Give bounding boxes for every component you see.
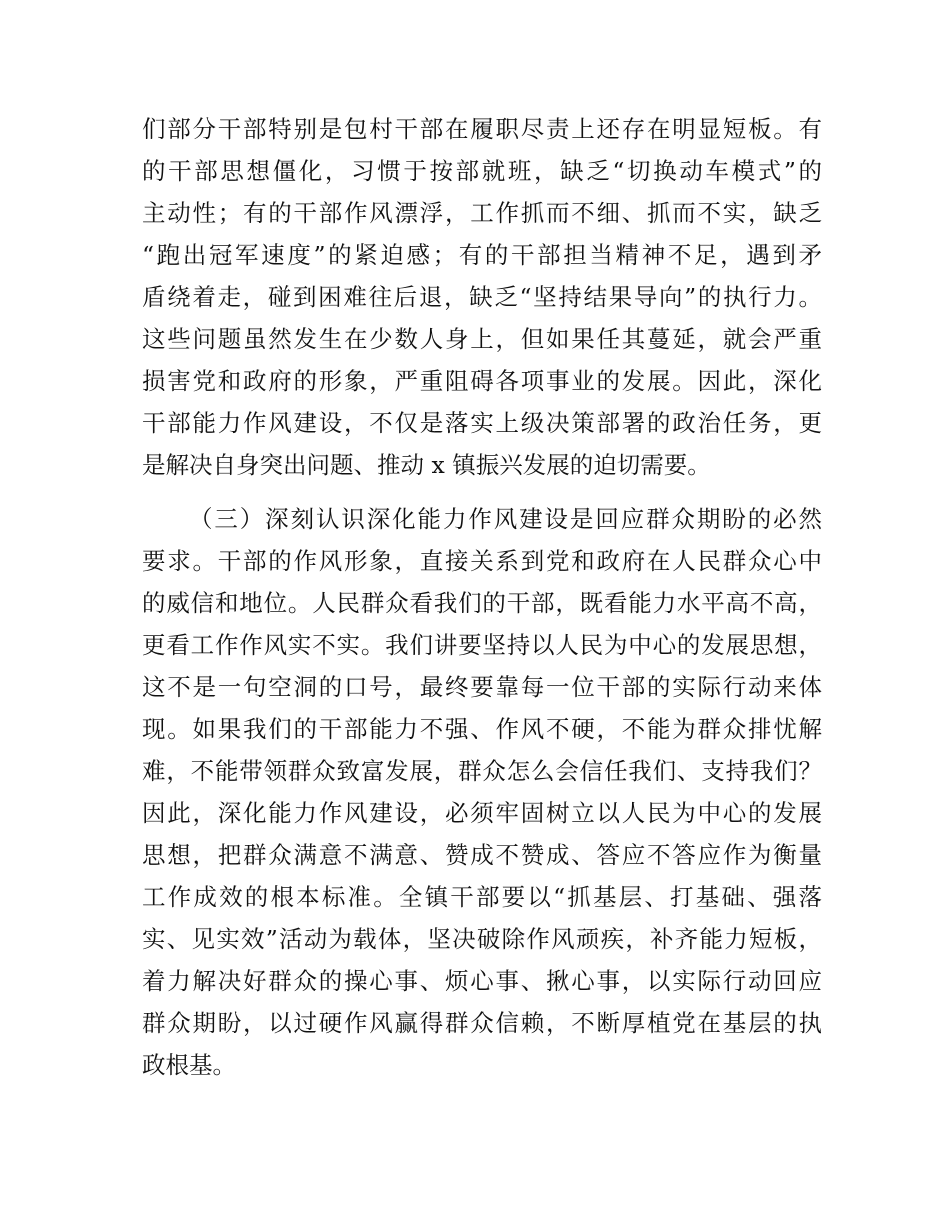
text-line: 要求。干部的作风形象，直接关系到党和政府在人民群众心中 [142,547,822,575]
text-line: 更看工作作风实不实。我们讲要坚持以人民为中心的发展思想， [142,631,822,659]
section-heading-line: （三）深刻认识深化能力作风建设是回应群众期盼的必然 [189,505,822,533]
text-line: 这不是一句空洞的口号，最终要靠每一位干部的实际行动来体 [142,673,822,701]
text-line: 损害党和政府的形象，严重阻碍各项事业的发展。因此，深化 [142,367,822,395]
text-line: 实、见实效”活动为载体，坚决破除作风顽疾，补齐能力短板， [142,925,822,953]
text-line: 的干部思想僵化，习惯于按部就班，缺乏“切换动车模式”的 [142,157,822,185]
text-line: 难，不能带领群众致富发展，群众怎么会信任我们、支持我们？ [142,757,822,785]
text-line: 盾绕着走，碰到困难往后退，缺乏“坚持结果导向”的执行力。 [142,283,822,311]
text-line: 工作成效的根本标准。全镇干部要以“抓基层、打基础、强落 [142,883,822,911]
text-line: 现。如果我们的干部能力不强、作风不硬，不能为群众排忧解 [142,715,822,743]
text-line: 政根基。 [142,1051,236,1079]
text-line: 着力解决好群众的操心事、烦心事、揪心事，以实际行动回应 [142,967,822,995]
text-line: 们部分干部特别是包村干部在履职尽责上还存在明显短板。有 [142,115,822,143]
paragraph-section-three [142,498,822,1086]
text-line: 因此，深化能力作风建设，必须牢固树立以人民为中心的发展 [142,799,822,827]
text-line: 是解决自身突出问题、推动 x 镇振兴发展的迫切需要。 [142,451,711,479]
text-line: 这些问题虽然发生在少数人身上，但如果任其蔓延，就会严重 [142,325,822,353]
paragraph-cadre-shortcomings [142,108,822,486]
text-line: 主动性；有的干部作风漂浮，工作抓而不细、抓而不实，缺乏 [142,199,822,227]
text-line: 的威信和地位。人民群众看我们的干部，既看能力水平高不高， [142,589,822,617]
text-line: “跑出冠军速度”的紧迫感；有的干部担当精神不足，遇到矛 [142,241,822,269]
text-line: 干部能力作风建设，不仅是落实上级决策部署的政治任务，更 [142,409,822,437]
text-line: 群众期盼，以过硬作风赢得群众信赖，不断厚植党在基层的执 [142,1009,822,1037]
text-line: 思想，把群众满意不满意、赞成不赞成、答应不答应作为衡量 [142,841,822,869]
